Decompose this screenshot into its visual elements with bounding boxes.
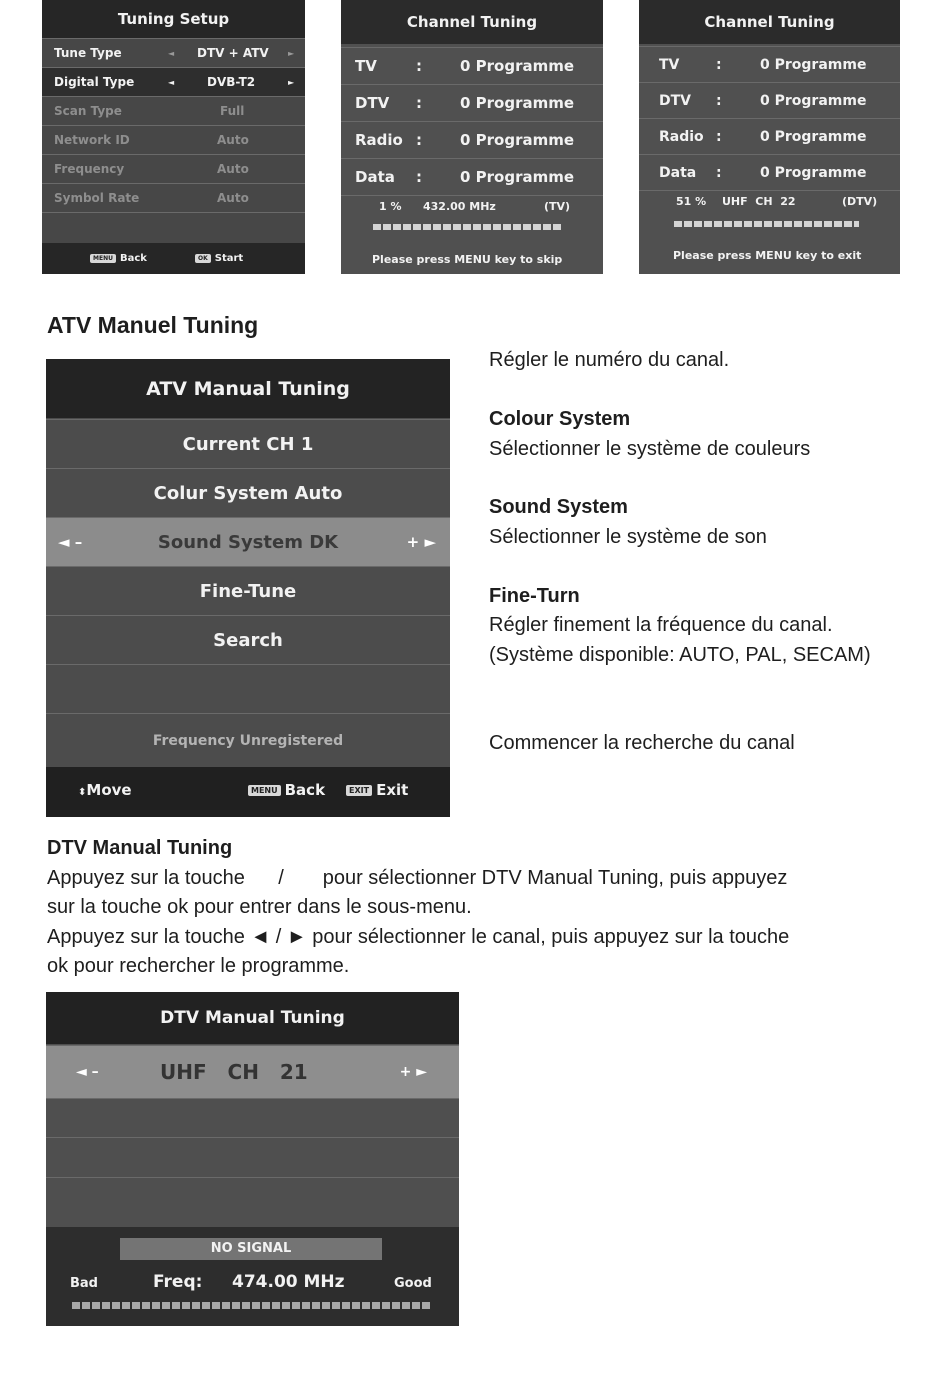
frequency-row	[42, 154, 305, 183]
dtv-screen-title: DTV Manual Tuning	[46, 992, 459, 1044]
back-label: Back	[284, 781, 326, 799]
dtv-paragraph-1a: Appuyez sur la touche / pour sélectionner DTV Manual Tuning, puis appuyez	[47, 867, 788, 889]
empty-row	[46, 1177, 459, 1216]
scan-channel: UHF CH 22	[722, 195, 796, 208]
row-label: Tune Type	[54, 46, 122, 60]
item-label: Colur System Auto	[153, 482, 343, 504]
right-arrow-icon[interactable]: + ►	[406, 533, 436, 551]
desc-colour-title: Colour System	[489, 408, 631, 430]
item-label: Fine-Tune	[199, 580, 297, 602]
scan-progress-bar	[373, 224, 563, 230]
row-value: 0 Programme	[460, 131, 575, 149]
symbol-rate-row	[42, 183, 305, 212]
dtv-paragraph-1b: sur la touche ok pour entrer dans le sous-menu.	[47, 896, 472, 918]
row-label: Digital Type	[54, 75, 135, 89]
left-arrow-icon[interactable]: ◄ –	[58, 533, 83, 551]
row-value: Full	[220, 104, 245, 118]
atv-manual-tuning-screen	[46, 359, 450, 817]
atv-footer	[46, 767, 450, 817]
digital-type-row[interactable]	[42, 67, 305, 96]
row-value: Auto	[217, 191, 249, 205]
atv-screen-title: ATV Manual Tuning	[46, 359, 450, 418]
desc-fine-text-2: (Système disponible: AUTO, PAL, SECAM)	[489, 644, 871, 666]
atv-section-heading: ATV Manuel Tuning	[47, 312, 259, 338]
start-hint[interactable]	[195, 253, 243, 264]
signal-strength-bar	[72, 1302, 432, 1309]
dtv-paragraph-2b: ok pour rechercher le programme.	[47, 955, 350, 977]
channel-value: UHF CH 21	[160, 1060, 308, 1084]
up-down-icon: ⬍	[78, 787, 87, 798]
row-sep: :	[416, 94, 422, 112]
current-channel-item[interactable]	[46, 419, 450, 468]
row-value: 0 Programme	[460, 57, 575, 75]
freq-label: Freq:	[153, 1272, 203, 1292]
tv-row	[639, 46, 900, 82]
skip-hint: Please press MENU key to skip	[372, 253, 563, 266]
row-label: Data	[659, 164, 697, 181]
empty-row	[46, 1137, 459, 1177]
row-value: 0 Programme	[760, 56, 867, 73]
row-label: Radio	[659, 128, 704, 145]
item-label: Current CH 1	[182, 433, 314, 455]
scan-percent: 51 %	[676, 195, 707, 208]
scan-frequency: 432.00 MHz	[423, 200, 496, 213]
empty-row	[42, 212, 305, 243]
scan-progress-bar	[674, 221, 859, 227]
row-label: Scan Type	[54, 104, 122, 118]
tv-row	[341, 47, 603, 84]
row-sep: :	[416, 168, 422, 186]
row-value: Auto	[217, 162, 249, 176]
colour-system-item[interactable]	[46, 468, 450, 517]
row-label: Frequency	[54, 162, 125, 176]
search-item[interactable]	[46, 615, 450, 664]
row-value: 0 Programme	[760, 92, 867, 109]
freq-value: 474.00 MHz	[232, 1272, 345, 1292]
left-arrow-icon[interactable]: ◄ –	[76, 1064, 99, 1080]
start-label: Start	[214, 253, 244, 264]
row-value: Auto	[217, 133, 249, 147]
channel-selector[interactable]	[46, 1045, 459, 1098]
dtv-paragraph-2a: Appuyez sur la touche ◄ / ► pour sélectionner le canal, puis appuyez sur la touche	[47, 926, 790, 948]
back-hint[interactable]	[248, 781, 325, 799]
row-sep: :	[716, 56, 722, 73]
fine-tune-item[interactable]	[46, 566, 450, 615]
radio-row	[639, 118, 900, 154]
right-arrow-icon[interactable]: ►	[288, 77, 295, 87]
channel-tuning-title: Channel Tuning	[341, 0, 603, 44]
status-text: Frequency Unregistered	[152, 732, 344, 749]
channel-tuning-screen-1	[341, 0, 603, 274]
ok-key-icon: OK	[195, 254, 211, 263]
row-label: Symbol Rate	[54, 191, 140, 205]
row-value: 0 Programme	[460, 168, 575, 186]
row-label: Network ID	[54, 133, 130, 147]
back-hint[interactable]	[90, 253, 147, 264]
desc-fine-title: Fine-Turn	[489, 585, 580, 607]
dtv-manual-tuning-screen	[46, 992, 459, 1326]
back-label: Back	[119, 253, 147, 264]
scan-status-row	[639, 190, 900, 274]
row-label: TV	[355, 57, 377, 75]
row-value: 0 Programme	[460, 94, 575, 112]
frequency-status	[46, 713, 450, 767]
exit-label: Exit	[376, 781, 409, 799]
dtv-row	[639, 82, 900, 118]
row-label: DTV	[659, 92, 692, 109]
empty-row	[46, 1098, 459, 1137]
desc-sound-text: Sélectionner le système de son	[489, 526, 767, 548]
channel-tuning-screen-2	[639, 0, 900, 274]
scan-mode: (DTV)	[842, 195, 878, 208]
desc-fine-text-1: Régler finement la fréquence du canal.	[489, 614, 833, 636]
item-label: Search	[213, 629, 283, 651]
tuning-setup-footer	[42, 243, 305, 274]
row-label: TV	[659, 56, 680, 73]
item-label: Sound System DK	[157, 531, 339, 553]
desc-channel-number: Régler le numéro du canal.	[489, 349, 730, 371]
left-arrow-icon[interactable]: ◄	[168, 48, 175, 58]
row-value: 0 Programme	[760, 128, 867, 145]
menu-key-icon: MENU	[248, 785, 281, 796]
right-arrow-icon[interactable]: + ►	[399, 1064, 427, 1080]
tune-type-row[interactable]	[42, 38, 305, 67]
row-sep: :	[416, 131, 422, 149]
exit-hint: Please press MENU key to exit	[673, 249, 862, 262]
desc-search-text: Commencer la recherche du canal	[489, 732, 795, 754]
scan-mode: (TV)	[544, 200, 571, 213]
radio-row	[341, 121, 603, 158]
row-sep: :	[716, 92, 722, 109]
bad-label: Bad	[70, 1276, 98, 1291]
dtv-section-heading: DTV Manual Tuning	[47, 837, 233, 859]
dtv-row	[341, 84, 603, 121]
right-arrow-icon[interactable]: ►	[288, 48, 295, 58]
good-label: Good	[394, 1276, 432, 1291]
data-row	[341, 158, 603, 195]
scan-type-row	[42, 96, 305, 125]
data-row	[639, 154, 900, 190]
signal-status: NO SIGNAL	[120, 1238, 382, 1260]
row-value: DVB-T2	[207, 75, 256, 89]
row-label: Radio	[355, 131, 403, 149]
signal-panel	[46, 1227, 459, 1326]
scan-percent: 1 %	[379, 200, 402, 213]
row-value: 0 Programme	[760, 164, 867, 181]
menu-key-icon: MENU	[90, 254, 116, 263]
row-value: DTV + ATV	[197, 46, 269, 60]
channel-tuning-title: Channel Tuning	[639, 0, 900, 44]
left-arrow-icon[interactable]: ◄	[168, 77, 175, 87]
exit-hint[interactable]	[346, 781, 408, 799]
row-label: Data	[355, 168, 395, 186]
desc-sound-title: Sound System	[489, 496, 628, 518]
row-sep: :	[716, 164, 722, 181]
exit-key-icon: EXIT	[346, 785, 372, 796]
tuning-setup-screen	[42, 0, 305, 274]
network-id-row	[42, 125, 305, 154]
sound-system-item[interactable]	[46, 517, 450, 566]
scan-status-row	[341, 195, 603, 274]
tuning-setup-title: Tuning Setup	[42, 0, 305, 38]
desc-colour-text: Sélectionner le système de couleurs	[489, 438, 811, 460]
row-sep: :	[716, 128, 722, 145]
row-sep: :	[416, 57, 422, 75]
row-label: DTV	[355, 94, 390, 112]
move-label: Move	[86, 781, 132, 799]
empty-item	[46, 664, 450, 713]
move-hint	[78, 781, 132, 799]
